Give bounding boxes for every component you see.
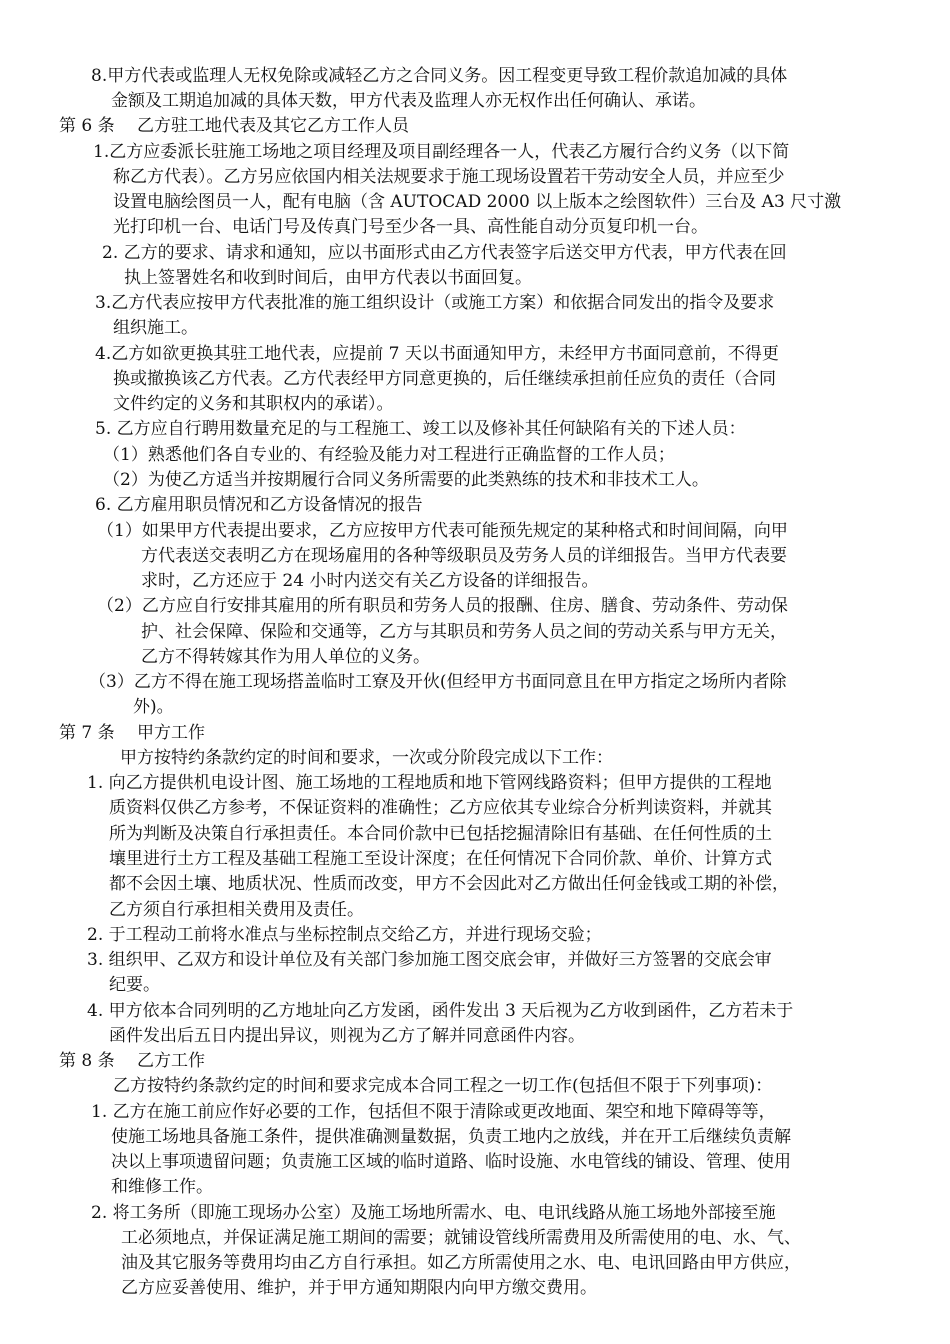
- text-line: 2. 将工务所（即施工现场办公室）及施工场地所需水、电、电讯线路从施工场地外部接至施: [91, 1203, 776, 1223]
- text-line: （3）乙方不得在施工现场搭盖临时工寮及开伙(但经甲方书面同意且在甲方指定之场所内者除: [89, 672, 787, 692]
- text-line: （1）熟悉他们各自专业的、有经验及能力对工程进行正确监督的工作人员；: [103, 445, 675, 465]
- section-heading: 第 7 条 甲方工作: [59, 723, 206, 743]
- text-line: 金额及工期追加减的具体天数，甲方代表及监理人亦无权作出任何确认、承诺。: [111, 91, 706, 111]
- text-line: 纪要。: [109, 975, 160, 995]
- text-line: 质资料仅供乙方参考，不保证资料的准确性；乙方应依其专业综合分析判读资料，并就其: [109, 798, 772, 818]
- text-line: （1）如果甲方代表提出要求，乙方应按甲方代表可能预先规定的某种格式和时间间隔，向甲: [97, 521, 788, 541]
- text-line: 4.乙方如欲更换其驻工地代表，应提前 7 天以书面通知甲方，未经甲方书面同意前，不得更: [95, 344, 779, 364]
- text-line: 1. 乙方在施工前应作好必要的工作，包括但不限于清除或更改地面、架空和地下障碍等等，: [91, 1102, 776, 1122]
- text-line: 甲方按特约条款约定的时间和要求，一次或分阶段完成以下工作：: [120, 748, 613, 768]
- text-line: 组织施工。: [113, 318, 198, 338]
- text-line: 3.乙方代表应按甲方代表批准的施工组织设计（或施工方案）和依据合同发出的指令及要求: [95, 293, 775, 313]
- text-line: 1. 向乙方提供机电设计图、施工场地的工程地质和地下管网线路资料；但甲方提供的工程地: [87, 773, 772, 793]
- text-line: 求时，乙方还应于 24 小时内送交有关乙方设备的详细报告。: [141, 571, 599, 591]
- text-line: 都不会因土壤、地质状况、性质而改变，甲方不会因此对乙方做出任何金钱或工期的补偿，: [109, 874, 789, 894]
- text-line: 护、社会保障、保险和交通等，乙方与其职员和劳务人员之间的劳动关系与甲方无关，: [141, 622, 787, 642]
- text-line: 所为判断及决策自行承担责任。本合同价款中已包括挖掘清除旧有基础、在任何性质的土: [109, 824, 772, 844]
- text-line: 函件发出后五日内提出异议，则视为乙方了解并同意函件内容。: [109, 1026, 585, 1046]
- text-line: 6. 乙方雇用职员情况和乙方设备情况的报告: [95, 495, 423, 515]
- text-line: 决以上事项遗留问题；负责施工区域的临时道路、临时设施、水电管线的铺设、管理、使用: [111, 1152, 791, 1172]
- text-line: 换或撤换该乙方代表。乙方代表经甲方同意更换的，后任继续承担前任应负的责任（合同: [113, 369, 776, 389]
- text-line: 光打印机一台、电话门号及传真门号至少各一具、高性能自动分页复印机一台。: [113, 217, 708, 237]
- text-line: 称乙方代表）。乙方另应依国内相关法规要求于施工现场设置若干劳动安全人员，并应至少: [113, 167, 785, 187]
- text-line: 壤里进行土方工程及基础工程施工至设计深度；在任何情况下合同价款、单价、计算方式: [109, 849, 772, 869]
- text-line: 1.乙方应委派长驻施工场地之项目经理及项目副经理各一人，代表乙方履行合约义务（以下简: [93, 142, 790, 162]
- text-line: 设置电脑绘图员一人，配有电脑（含 AUTOCAD 2000 以上版本之绘图软件）三台及 A3 尺寸激: [113, 192, 842, 212]
- text-line: 2. 乙方的要求、请求和通知，应以书面形式由乙方代表签字后送交甲方代表，甲方代表在回: [102, 243, 787, 263]
- text-line: 执上签署姓名和收到时间后，由甲方代表以书面回复。: [124, 268, 532, 288]
- text-line: 文件约定的义务和其职权内的承诺）。: [113, 394, 394, 414]
- text-line: 8.甲方代表或监理人无权免除或减轻乙方之合同义务。因工程变更导致工程价款追加减的具体: [91, 66, 788, 86]
- text-line: （2）乙方应自行安排其雇用的所有职员和劳务人员的报酬、住房、膳食、劳动条件、劳动保: [97, 596, 788, 616]
- section-heading: 第 6 条 乙方驻工地代表及其它乙方工作人员: [59, 116, 410, 136]
- text-line: 3. 组织甲、乙双方和设计单位及有关部门参加施工图交底会审，并做好三方签署的交底会审: [87, 950, 772, 970]
- text-line: 外)。: [133, 697, 174, 717]
- section-heading: 第 8 条 乙方工作: [59, 1051, 206, 1071]
- text-line: 乙方须自行承担相关费用及责任。: [109, 900, 364, 920]
- text-line: 5. 乙方应自行聘用数量充足的与工程施工、竣工以及修补其任何缺陷有关的下述人员：: [95, 419, 746, 439]
- text-line: 和维修工作。: [111, 1177, 213, 1197]
- text-line: 工必须地点，并保证满足施工期间的需要；就铺设管线所需费用及所需使用的电、水、气、: [121, 1228, 801, 1248]
- text-line: 乙方不得转嫁其作为用人单位的义务。: [141, 647, 430, 667]
- text-line: 乙方应妥善使用、维护，并于甲方通知期限内向甲方缴交费用。: [121, 1278, 597, 1298]
- text-line: 4. 甲方依本合同列明的乙方地址向乙方发函，函件发出 3 天后视为乙方收到函件，乙方若未于: [87, 1001, 794, 1021]
- text-line: 油及其它服务等费用均由乙方自行承担。如乙方所需使用之水、电、电讯回路由甲方供应，: [121, 1253, 801, 1273]
- text-line: 使施工场地具备施工条件，提供准确测量数据，负责工地内之放线，并在开工后继续负责解: [111, 1127, 791, 1147]
- text-line: 方代表送交表明乙方在现场雇用的各种等级职员及劳务人员的详细报告。当甲方代表要: [141, 546, 787, 566]
- text-line: （2）为使乙方适当并按期履行合同义务所需要的此类熟练的技术和非技术工人。: [103, 470, 709, 490]
- text-line: 2. 于工程动工前将水准点与坐标控制点交给乙方，并进行现场交验；: [87, 925, 602, 945]
- text-line: 乙方按特约条款约定的时间和要求完成本合同工程之一切工作(包括但不限于下列事项)：: [113, 1076, 773, 1096]
